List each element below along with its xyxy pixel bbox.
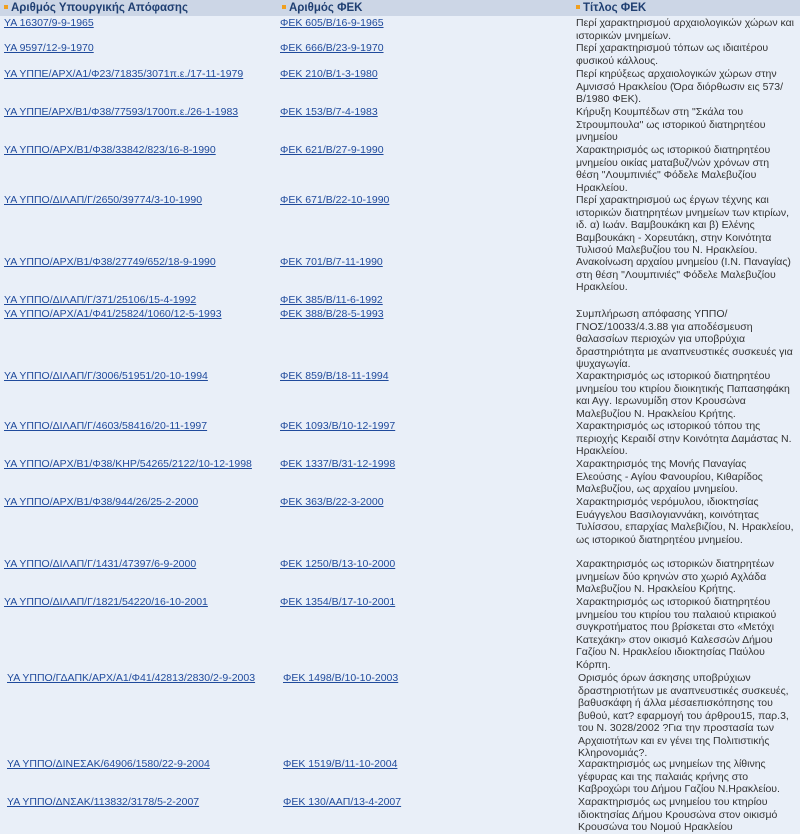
decision-link[interactable]: ΥΑ ΥΠΠΟ/ΔΝΣΑΚ/113832/3178/5-2-2007	[7, 796, 200, 808]
fek-title: Συμπλήρωση απόφασης ΥΠΠΟ/ΓΝΟΣ/10033/4.3.88 για αποδέσμευση θαλασσίων περιοχών για υποβρύχια δραστηριότητα με αναπνευστικές συσκευές για ψυχαγωγία.	[576, 308, 793, 370]
fek-link[interactable]: ΦΕΚ 671/Β/22-10-1990	[280, 194, 390, 206]
decision-link[interactable]: ΥΑ ΥΠΠΟ/ΑΡΧ/Β1/Φ38/ΚΗΡ/54265/2122/10-12-1998	[4, 458, 252, 470]
fek-title: Περί χαρακτηρισμού ως έργων τέχνης και ιστορικών διατηρητέων μνημείων των κτιρίων, ιδ. α) Ιωάν. Βαμβουκάκη και β) Ελένης Βαμβουκάκη - Χορευτάκη, στην Κοινότητα Τυλισού Μαλεβυζίου του Ν. Ηρακλείου.	[576, 194, 790, 256]
decision-link[interactable]: ΥΑ ΥΠΠΟ/ΔΙΛΑΠ/Γ/1821/54220/16-10-2001	[4, 596, 208, 608]
fek-title: Χαρακτηρισμός ως μνημείου του κτηρίου ιδιοκτησίας Δήμου Κρουσώνα στον οικισμό Κρουσώνα του Νομού Ηρακλείου	[578, 796, 778, 833]
fek-title: Χαρακτηρισμός ως ιστορικού διατηρητέου μνημείου του κτιρίου διοικητικής Παπασηφάκη και Αγγ. Ιερωνυμίδη στον Κρουσώνα Μαλεβυζίου Ν. Ηρακλείου Κρήτης.	[576, 370, 790, 420]
fek-title: Χαρακτηρισμός ως ιστορικού διατηρητέου μνημείου του κτιρίου του παλαιού κτιριακού συγκροτήματος που βρίσκεται στο «Μετόχι Κατεχάκη» στον οικισμό Καλεσσών Δήμου Γαζίου Ν. Ηρακλείου ιδιοκτησίας Παύλου Κόρπη.	[576, 596, 777, 671]
fek-link[interactable]: ΦΕΚ 1093/Β/10-12-1997	[280, 420, 396, 432]
fek-link[interactable]: ΦΕΚ 130/ΑΑΠ/13-4-2007	[283, 796, 402, 808]
header-fek-title[interactable]: Τίτλος ΦΕΚ	[574, 1, 646, 15]
fek-link[interactable]: ΦΕΚ 388/Β/28-5-1993	[280, 308, 384, 320]
fek-title: Περί χαρακτηρισμού τόπων ως ιδιαιτέρου φυσικού κάλλους.	[576, 42, 769, 67]
fek-link[interactable]: ΦΕΚ 210/Β/1-3-1980	[280, 68, 378, 80]
fek-link[interactable]: ΦΕΚ 666/Β/23-9-1970	[280, 42, 384, 54]
decision-link[interactable]: ΥΑ ΥΠΠΟ/ΔΙΝΕΣΑΚ/64906/1580/22-9-2004	[7, 758, 210, 770]
decision-link[interactable]: ΥΑ ΥΠΠΕ/ΑΡΧ/Α1/Φ23/71835/3071π.ε./17-11-1979	[4, 68, 244, 80]
fek-link[interactable]: ΦΕΚ 621/Β/27-9-1990	[280, 144, 384, 156]
fek-link[interactable]: ΦΕΚ 1250/Β/13-10-2000	[280, 558, 396, 570]
decision-link[interactable]: ΥΑ ΥΠΠΟ/ΑΡΧ/Β1/Φ38/944/26/25-2-2000	[4, 496, 199, 508]
table-header	[0, 0, 800, 16]
fek-title: Χαρακτηρισμός της Μονής Παναγίας Ελεούσης - Αγίου Φανουρίου, Κιθαρίδος Μαλεβυζίου, ως αρχαίου μνημείου.	[576, 458, 763, 495]
fek-title: Χαρακτηρισμός νερόμυλου, ιδιοκτησίας Ευάγγελου Βασιλογιαννάκη, κοινότητας Τυλίσσου, επαρχίας Μαλεβιζίου, Ν. Ηρακλείου, ως ιστορικού διατηρητέου μνημείου.	[576, 496, 794, 546]
fek-link[interactable]: ΦΕΚ 1519/Β/11-10-2004	[283, 758, 398, 770]
decision-link[interactable]: ΥΑ 9597/12-9-1970	[4, 42, 94, 54]
decision-link[interactable]: ΥΑ ΥΠΠΟ/ΓΔΑΠΚ/ΑΡΧ/Α1/Φ41/42813/2830/2-9-2003	[7, 672, 256, 684]
decision-link[interactable]: ΥΑ ΥΠΠΟ/ΔΙΛΑΠ/Γ/2650/39774/3-10-1990	[4, 194, 203, 206]
fek-title: Περί χαρακτηρισμού αρχαιολογικών χώρων και ιστορικών μνημείων.	[576, 17, 795, 42]
fek-title: Ορισμός όρων άσκησης υποβρύχιων δραστηριοτήτων με αναπνευστικές συσκευές, βαθυσκάφη ή άλλα μέσαεπισκόπησης του βυθού, κατ? εφαρμογή του άρθρου15, παρ.3, του Ν. 3028/2002 ?Για την προστασία των Αρχαιοτήτων και εν γένει της Πολιτιστικής Κληρονομιάς?.	[578, 672, 789, 759]
fek-link[interactable]: ΦΕΚ 1337/Β/31-12-1998	[280, 458, 396, 470]
header-fek-number[interactable]: Αριθμός ΦΕΚ	[280, 1, 362, 15]
fek-link[interactable]: ΦΕΚ 363/Β/22-3-2000	[280, 496, 384, 508]
decision-link[interactable]: ΥΑ ΥΠΠΟ/ΑΡΧ/Β1/Φ38/27749/652/18-9-1990	[4, 256, 216, 268]
fek-title: Χαρακτηρισμός ως ιστορικού τόπου της περιοχής Κεραιδί στην Κοινότητα Δαμάστας Ν. Ηρακλείου.	[576, 420, 792, 457]
fek-title: Περί κηρύξεως αρχαιολογικών χώρων στην Αμνισσό Ηρακλείου (Όρα διόρθωσιν εις 573/Β/1980 ΦΕΚ).	[576, 68, 784, 105]
fek-title: Χαρακτηρισμός ως ιστορικού διατηρητέου μνημείου οικίας ματαβυζ/νών χρόνων στη θέση "Λουμπινιές" Φόδελε Μαλεβυζίου Ηρακλείου.	[576, 144, 771, 194]
fek-link[interactable]: ΦΕΚ 385/Β/11-6-1992	[280, 294, 383, 306]
fek-link[interactable]: ΦΕΚ 605/Β/16-9-1965	[280, 17, 384, 29]
decision-link[interactable]: ΥΑ ΥΠΠΟ/ΔΙΛΑΠ/Γ/1431/47397/6-9-2000	[4, 558, 197, 570]
fek-link[interactable]: ΦΕΚ 1354/Β/17-10-2001	[280, 596, 396, 608]
decision-link[interactable]: ΥΑ 16307/9-9-1965	[4, 17, 94, 29]
decision-link[interactable]: ΥΑ ΥΠΠΕ/ΑΡΧ/Β1/Φ38/77593/1700π.ε./26-1-1983	[4, 106, 239, 118]
fek-title: Χαρακτηρισμός ως μνημείων της λίθινης γέφυρας και της παλαιάς κρήνης στο Καβροχώρι του Δήμου Γαζίου Ν.Ηρακλείου.	[578, 758, 780, 795]
fek-link[interactable]: ΦΕΚ 701/Β/7-11-1990	[280, 256, 383, 268]
decision-link[interactable]: ΥΑ ΥΠΠΟ/ΔΙΛΑΠ/Γ/3006/51951/20-10-1994	[4, 370, 208, 382]
fek-title: Κήρυξη Κουμπέδων στη "Σκάλα του Στρουμπουλα" ως ιστορικού διατηρητέου μνημείου	[576, 106, 766, 143]
bullet-icon	[282, 5, 286, 9]
bullet-icon	[4, 5, 8, 9]
fek-title: Χαρακτηρισμός ως ιστορικών διατηρητέων μνημείων δύο κρηνών στο χωριό Αχλάδα Μαλεβυζίου Ν. Ηρακλείου Κρήτης.	[576, 558, 774, 595]
fek-link[interactable]: ΦΕΚ 859/Β/18-11-1994	[280, 370, 389, 382]
header-decision-number[interactable]: Αριθμός Υπουργικής Απόφασης	[2, 1, 188, 15]
bullet-icon	[576, 5, 580, 9]
fek-link[interactable]: ΦΕΚ 1498/Β/10-10-2003	[283, 672, 399, 684]
fek-link[interactable]: ΦΕΚ 153/Β/7-4-1983	[280, 106, 378, 118]
decision-link[interactable]: ΥΑ ΥΠΠΟ/ΑΡΧ/Α1/Φ41/25824/1060/12-5-1993	[4, 308, 222, 320]
decision-link[interactable]: ΥΑ ΥΠΠΟ/ΔΙΛΑΠ/Γ/371/25106/15-4-1992	[4, 294, 197, 306]
fek-title: Ανακοίνωση αρχαίου μνημείου (Ι.Ν. Παναγίας) στη θέση "Λουμπινιές" Φόδελε Μαλεβυζίου Ηρακλείου.	[576, 256, 791, 293]
decision-link[interactable]: ΥΑ ΥΠΠΟ/ΔΙΛΑΠ/Γ/4603/58416/20-11-1997	[4, 420, 208, 432]
decision-link[interactable]: ΥΑ ΥΠΠΟ/ΑΡΧ/Β1/Φ38/33842/823/16-8-1990	[4, 144, 216, 156]
